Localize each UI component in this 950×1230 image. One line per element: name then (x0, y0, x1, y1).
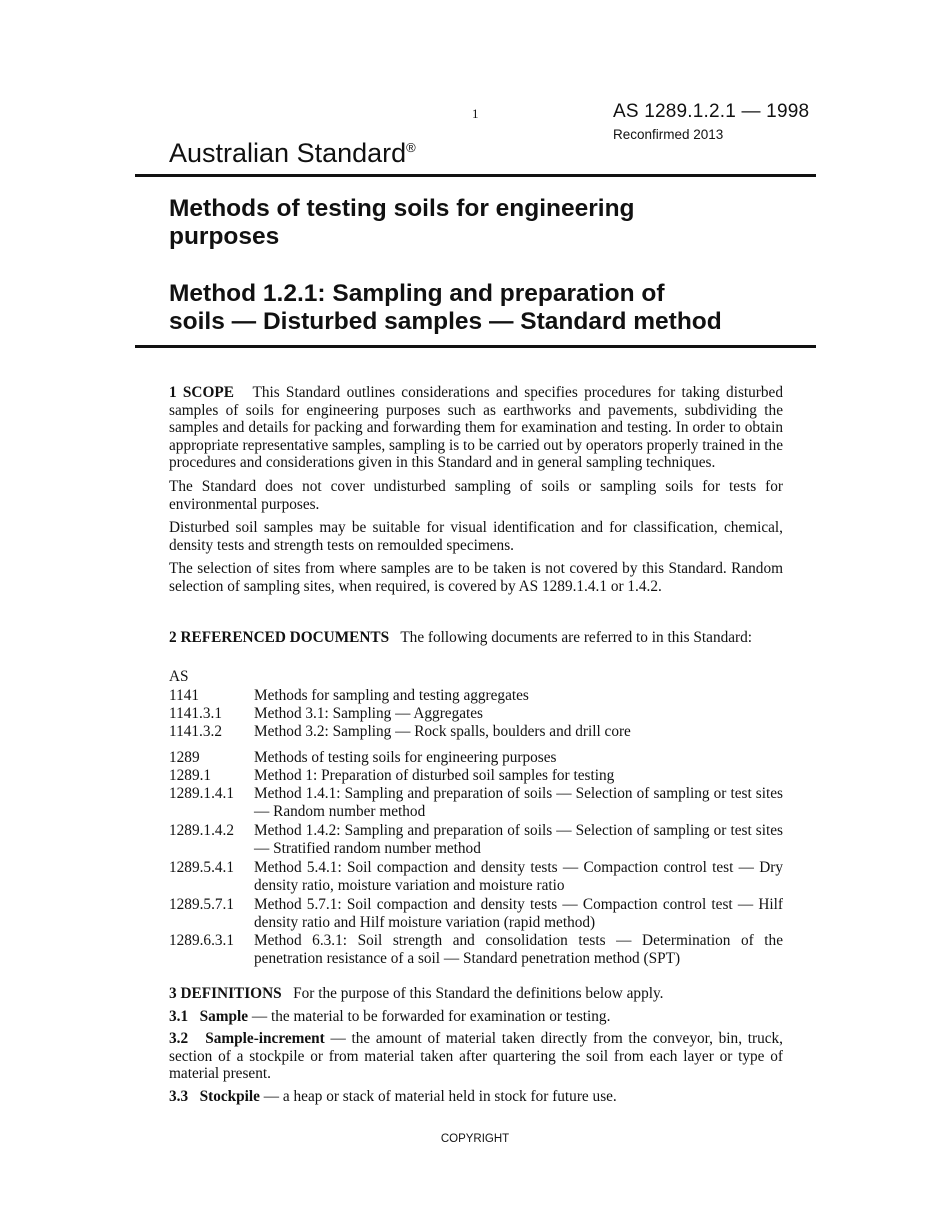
scope-paragraph-3: Disturbed soil samples may be suitable for visual identification and for classification, chemical, density tests and strength tests on remoulded specimens. (169, 519, 783, 554)
scope-paragraph-2: The Standard does not cover undisturbed sampling of soils or sampling soils for tests for environmental purposes. (169, 477, 783, 513)
reference-title: Methods for sampling and testing aggregates (254, 687, 529, 704)
brand-title (169, 138, 416, 169)
reference-title: Method 1: Preparation of disturbed soil samples for testing (254, 767, 615, 784)
title-line-2: purposes (169, 223, 280, 250)
page-number: 1 (472, 106, 479, 121)
scope-paragraph-4: The selection of sites from where samples are to be taken is not covered by this Standard. Random selection of sampling sites, when required, is covered by AS 1289.1.4.1 or 1.4.2. (169, 560, 783, 595)
definitions-heading: 3 DEFINITIONS (169, 985, 282, 1002)
top-rule (135, 174, 816, 177)
title-rule (135, 345, 816, 348)
reconfirmed-note: Reconfirmed 2013 (613, 127, 724, 142)
document-title (169, 195, 829, 251)
reference-code: 1289.1.4.2 (169, 822, 235, 839)
scope-heading: 1 SCOPE (169, 384, 234, 401)
definition-sample-increment (169, 1030, 783, 1083)
definitions-intro (169, 985, 783, 1003)
reference-code: 1289.1 (169, 767, 212, 784)
definition-number: 3.3 (169, 1087, 189, 1105)
definitions-intro-text: For the purpose of this Standard the definitions below apply. (293, 985, 664, 1002)
reference-title: Method 5.4.1: Soil compaction and density tests — Compaction control test — Dry density ratio, moisture variation and moisture ratio (254, 859, 783, 895)
standard-code: AS 1289.1.2.1 — 1998 (613, 101, 810, 122)
scope-paragraph-1 (169, 384, 783, 472)
references-heading: 2 REFERENCED DOCUMENTS (169, 629, 390, 646)
reference-code: 1289.1.4.1 (169, 785, 235, 802)
definition-text: — the amount of material taken directly from the conveyor, bin, truck, section of a stockpile or from material taken after quartering the soil from each layer or type of material present. (169, 1030, 783, 1083)
title-line-3: Method 1.2.1: Sampling and preparation of (169, 280, 665, 307)
title-line-1: Methods of testing soils for engineering (169, 195, 635, 222)
references-paragraph (169, 629, 783, 647)
references-intro (169, 629, 783, 647)
title-line-4: soils — Disturbed samples — Standard method (169, 308, 722, 335)
reference-code: 1289.5.4.1 (169, 859, 235, 876)
method-title (169, 280, 829, 336)
reference-title: Method 3.1: Sampling — Aggregates (254, 705, 484, 722)
references-prefix: AS (169, 668, 189, 685)
definition-term: Sample-increment (205, 1030, 325, 1048)
definition-stockpile (169, 1088, 783, 1106)
reference-code: 1141.3.2 (169, 723, 222, 740)
reference-code: 1141 (169, 687, 200, 704)
definition-number: 3.2 (169, 1030, 189, 1048)
definition-sample (169, 1008, 783, 1026)
definition-term: Sample (199, 1007, 249, 1025)
registered-mark: ® (406, 140, 416, 155)
scope-text-1: This Standard outlines considerations and specifies procedures for taking disturbed samples of soils for engineering purposes such as earthworks and pavements, subdividing the samples and details for packing and forwarding them for examination and testing. In order to obtain appropriate representative samples, sampling is to be carried out by operators properly trained in the procedures and considerations given in this Standard and in general sampling techniques. (169, 384, 783, 472)
definitions-section (169, 985, 783, 1106)
reference-title: Method 5.7.1: Soil compaction and density tests — Compaction control test — Hilf density ratio and Hilf moisture variation (rapid method) (254, 896, 783, 932)
scope-section (169, 384, 783, 596)
reference-code: 1289.5.7.1 (169, 896, 235, 913)
reference-code: 1141.3.1 (169, 705, 222, 722)
copyright-footer: COPYRIGHT (440, 1133, 510, 1145)
reference-code: 1289.6.3.1 (169, 932, 235, 949)
reference-title: Method 1.4.2: Sampling and preparation of soils — Selection of sampling or test sites — Stratified random number method (254, 822, 783, 858)
references-intro-text: The following documents are referred to in this Standard: (400, 629, 753, 646)
definition-text: — a heap or stack of material held in stock for future use. (259, 1087, 617, 1105)
reference-title: Methods of testing soils for engineering purposes (254, 749, 557, 766)
reference-code: 1289 (169, 749, 200, 766)
reference-title: Method 1.4.1: Sampling and preparation of soils — Selection of sampling or test sites — Random number method (254, 785, 783, 821)
reference-title: Method 6.3.1: Soil strength and consolidation tests — Determination of the penetration resistance of a soil — Standard penetration method (SPT) (254, 932, 783, 968)
reference-title: Method 3.2: Sampling — Rock spalls, boulders and drill core (254, 723, 631, 740)
brand-text: Australian Standard (169, 138, 407, 168)
definition-text: — the material to be forwarded for examination or testing. (248, 1007, 611, 1025)
definition-term: Stockpile (199, 1087, 260, 1105)
definition-number: 3.1 (169, 1007, 189, 1025)
